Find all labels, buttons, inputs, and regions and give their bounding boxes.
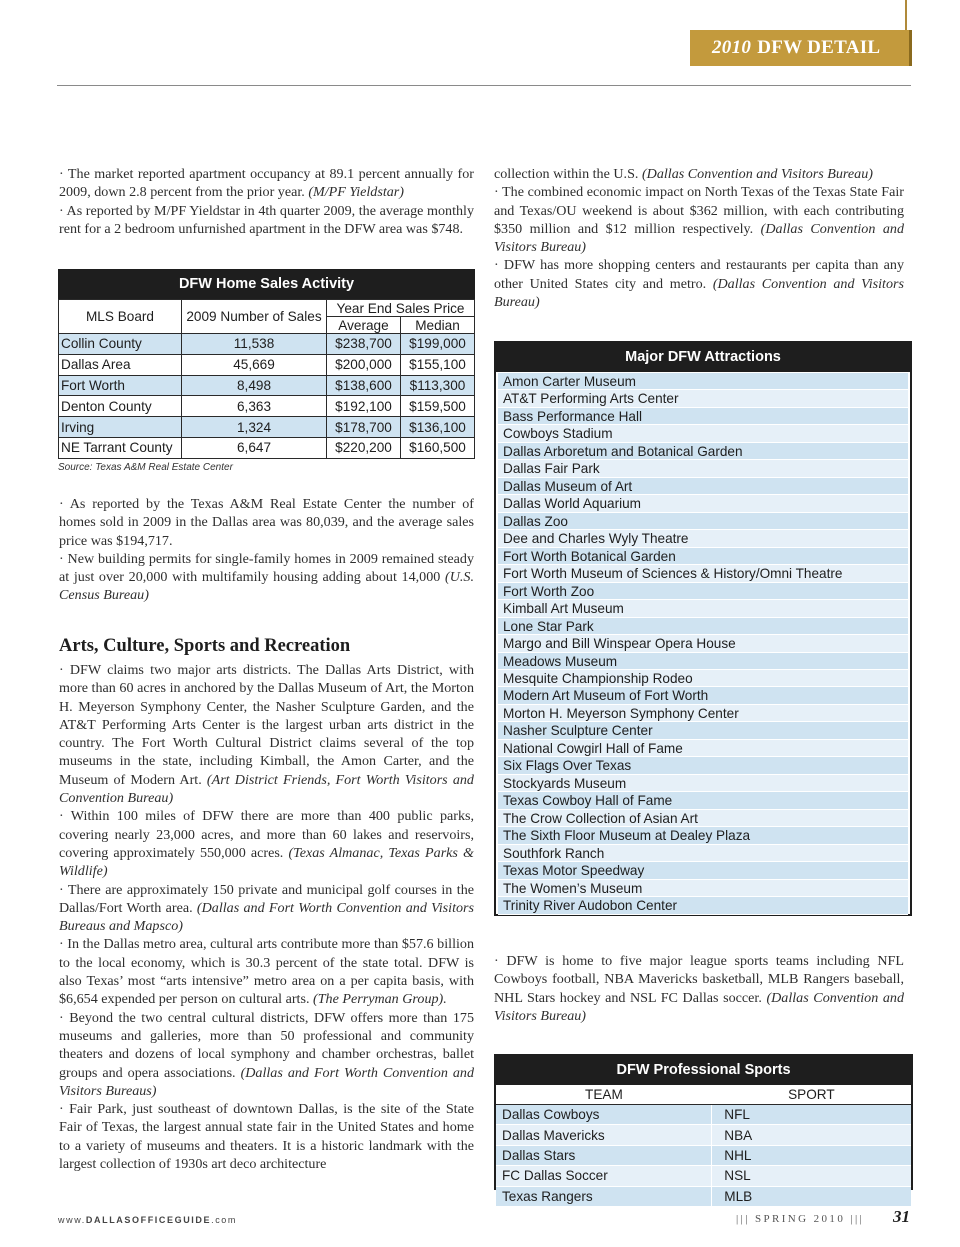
attraction-item: Amon Carter Museum — [498, 373, 908, 390]
attraction-item: Morton H. Meyerson Symphony Center — [498, 705, 908, 722]
cell-average: $138,600 — [327, 375, 401, 396]
attraction-item: Texas Cowboy Hall of Fame — [498, 792, 908, 809]
paragraph: · DFW claims two major arts districts. The Dallas Arts District, with more than 60 acres in anchored by the Dallas Museum of Art, the Morton H. Meyerson Symphony Center, the Nasher Sculpture Garden, and the AT&T Performing Arts Center is the largest urban arts district in the country. The Fort Worth Cultural District claims several of the top museums in the state, including Kimball, the Amon Carter, and the Museum of Modern Art. (Art District Friends, Fort Worth Visitors and Convention Bureau) — [59, 662, 474, 807]
left-mid-text — [59, 495, 474, 605]
cell-team: Dallas Cowboys — [496, 1105, 712, 1125]
attraction-item: Southfork Ranch — [498, 845, 908, 862]
cell-sales: 45,669 — [182, 354, 327, 375]
paragraph: · There are approximately 150 private and municipal golf courses in the Dallas/Fort Worth area. (Dallas and Fort Worth Convention and Visitors Bureaus and Mapsco) — [59, 881, 474, 935]
arts-section-text — [59, 661, 474, 1173]
attraction-item: Stockyards Museum — [498, 775, 908, 792]
section-header-tab — [690, 30, 912, 66]
attraction-item: National Cowgirl Hall of Fame — [498, 740, 908, 757]
attraction-item: Dallas Zoo — [498, 513, 908, 530]
cell-sales: 1,324 — [182, 417, 327, 438]
paragraph: collection within the U.S. (Dallas Convention and Visitors Bureau) — [494, 166, 873, 182]
cell-median: $155,100 — [401, 354, 475, 375]
paragraph: · As reported by the Texas A&M Real Estate Center the number of homes sold in 2009 in the Dallas area was 80,039, and the average sales price was $194,717. — [59, 496, 474, 549]
cell-team: Dallas Mavericks — [496, 1125, 712, 1145]
attraction-item: The Sixth Floor Museum at Dealey Plaza — [498, 827, 908, 844]
home-sales-source: Source: Texas A&M Real Estate Center — [58, 461, 233, 473]
attraction-item: Texas Motor Speedway — [498, 862, 908, 879]
attraction-item: Dallas World Aquarium — [498, 495, 908, 512]
table-row — [496, 1166, 911, 1186]
col-average: Average — [327, 317, 401, 334]
cell-sales: 6,363 — [182, 396, 327, 417]
table-row — [496, 1105, 911, 1125]
paragraph: · New building permits for single-family homes in 2009 remained steady at just over 20,000 with multifamily housing adding about 14,000 (U.S. Census Bureau) — [59, 550, 474, 604]
cell-median: $199,000 — [401, 334, 475, 355]
sports-title: DFW Professional Sports — [496, 1056, 911, 1085]
table-row — [59, 437, 475, 458]
cell-average: $238,700 — [327, 334, 401, 355]
attraction-item: Dallas Museum of Art — [498, 478, 908, 495]
cell-board: Collin County — [59, 334, 182, 355]
cell-sport: MLB — [712, 1186, 911, 1206]
attraction-item: Modern Art Museum of Fort Worth — [498, 687, 908, 704]
paragraph: · As reported by M/PF Yieldstar in 4th quarter 2009, the average monthly rent for a 2 bedroom unfurnished apartment in the DFW area was $748. — [59, 202, 474, 237]
cell-sport: NBA — [712, 1125, 911, 1145]
attraction-item: The Women’s Museum — [498, 880, 908, 897]
col-number-of-sales: 2009 Number of Sales — [182, 300, 327, 334]
attraction-item: Bass Performance Hall — [498, 408, 908, 425]
left-intro-text — [59, 165, 474, 238]
attraction-item: Meadows Museum — [498, 653, 908, 670]
sports-table-block — [494, 1054, 913, 1204]
cell-average: $192,100 — [327, 396, 401, 417]
attractions-table — [494, 341, 912, 916]
attraction-item: Mesquite Championship Rodeo — [498, 670, 908, 687]
attraction-item: Fort Worth Botanical Garden — [498, 548, 908, 565]
table-row — [59, 417, 475, 438]
col-sport: SPORT — [712, 1085, 911, 1105]
paragraph: · DFW is home to five major league sports teams including NFL Cowboys football, NBA Mavericks basketball, MLB Rangers baseball, NHL Stars hockey and NSL FC Dallas soccer. (Dallas Convention and Visitors Bureau) — [494, 953, 905, 1024]
attraction-item: Margo and Bill Winspear Opera House — [498, 635, 908, 652]
attraction-item: Kimball Art Museum — [498, 600, 908, 617]
cell-sales: 8,498 — [182, 375, 327, 396]
home-sales-table-block — [58, 269, 475, 473]
attractions-title: Major DFW Attractions — [496, 343, 910, 372]
cell-median: $160,500 — [401, 437, 475, 458]
attraction-item: Lone Star Park — [498, 618, 908, 635]
paragraph: · Within 100 miles of DFW there are more than 400 public parks, covering nearly 23,000 acres, and more than 60 lakes and reservoirs, covering approximately 550,000 acres. (Texas Almanac, Texas Parks & Wildlife) — [59, 808, 474, 880]
cell-team: Dallas Stars — [496, 1145, 712, 1165]
attraction-item: Dallas Fair Park — [498, 460, 908, 477]
col-mls-board: MLS Board — [59, 300, 182, 334]
attraction-item: AT&T Performing Arts Center — [498, 390, 908, 407]
paragraph: · In the Dallas metro area, cultural arts contribute more than $57.6 billion to the local economy, which is 30.3 percent of the state total. DFW is also Texas’ most “arts intensive” metro area on a per capita basis, with $6,654 expended per person on cultural arts. (The Perryman Group). — [59, 936, 474, 1008]
table-row — [59, 396, 475, 417]
attraction-item: Cowboys Stadium — [498, 425, 908, 442]
cell-board: Dallas Area — [59, 354, 182, 375]
attraction-item: Fort Worth Museum of Sciences & History/Omni Theatre — [498, 565, 908, 582]
home-sales-title: DFW Home Sales Activity — [58, 269, 475, 299]
footer-website: www.DALLASOFFICEGUIDE.com — [58, 1215, 238, 1225]
paragraph: · Fair Park, just southeast of downtown Dallas, is the site of the State Fair of Texas, the largest annual state fair in the United States and home to a variety of museums and theaters. It is a historic landmark with the largest collection of 1930s art deco architecture — [59, 1101, 474, 1173]
attraction-item: Trinity River Audobon Center — [498, 897, 908, 914]
cell-average: $220,200 — [327, 437, 401, 458]
header-year: 2010 — [712, 37, 752, 58]
footer-issue: ||| SPRING 2010 ||| — [736, 1213, 865, 1225]
table-row — [59, 334, 475, 355]
cell-median: $136,100 — [401, 417, 475, 438]
cell-median: $113,300 — [401, 375, 475, 396]
cell-team: FC Dallas Soccer — [496, 1166, 712, 1186]
attraction-item: Fort Worth Zoo — [498, 583, 908, 600]
table-row — [59, 375, 475, 396]
col-team: TEAM — [496, 1085, 712, 1105]
table-row — [59, 354, 475, 375]
cell-board: Fort Worth — [59, 375, 182, 396]
attraction-item: Nasher Sculpture Center — [498, 722, 908, 739]
home-sales-table — [58, 299, 475, 459]
attraction-item: Dee and Charles Wyly Theatre — [498, 530, 908, 547]
paragraph: · The market reported apartment occupancy at 89.1 percent annually for 2009, down 2.8 percent from the prior year. (M/PF Yieldstar) — [59, 166, 474, 201]
attraction-item: Dallas Arboretum and Botanical Garden — [498, 443, 908, 460]
table-row — [496, 1125, 911, 1145]
right-intro-text — [494, 165, 904, 311]
cell-sales: 11,538 — [182, 334, 327, 355]
page-number: 31 — [893, 1207, 910, 1226]
cell-average: $178,700 — [327, 417, 401, 438]
header-title: DFW DETAIL — [757, 37, 881, 58]
attraction-item: The Crow Collection of Asian Art — [498, 810, 908, 827]
table-row — [496, 1186, 911, 1206]
cell-team: Texas Rangers — [496, 1186, 712, 1206]
col-year-end-price: Year End Sales Price — [327, 300, 475, 317]
sports-table — [496, 1085, 911, 1207]
attraction-item: Six Flags Over Texas — [498, 757, 908, 774]
cell-median: $159,500 — [401, 396, 475, 417]
cell-board: Irving — [59, 417, 182, 438]
paragraph: · The combined economic impact on North Texas of the Texas State Fair and Texas/OU weekend is about $362 million, with each contributing $350 million and $12 million respectively. (Dallas Convention and Visitors Bureau) — [494, 184, 905, 256]
col-median: Median — [401, 317, 475, 334]
cell-average: $200,000 — [327, 354, 401, 375]
header-rule — [57, 85, 911, 86]
cell-sport: NFL — [712, 1105, 911, 1125]
sports-text — [494, 952, 904, 1025]
cell-board: NE Tarrant County — [59, 437, 182, 458]
table-row — [496, 1145, 911, 1165]
cell-sales: 6,647 — [182, 437, 327, 458]
attractions-list — [496, 372, 910, 915]
paragraph: · DFW has more shopping centers and restaurants per capita than any other United States city and metro. (Dallas Convention and Visitors Bureau) — [494, 257, 904, 311]
cell-sport: NSL — [712, 1166, 911, 1186]
cell-board: Denton County — [59, 396, 182, 417]
cell-sport: NHL — [712, 1145, 911, 1165]
section-heading: Arts, Culture, Sports and Recreation — [59, 636, 351, 656]
paragraph: · Beyond the two central cultural districts, DFW offers more than 175 museums and galleries, more than 50 professional and community theaters and dozens of local symphony and chamber orchestras, ballet groups and opera associations. (Dallas and Fort Worth Convention and Visitors Bureaus) — [59, 1009, 474, 1099]
